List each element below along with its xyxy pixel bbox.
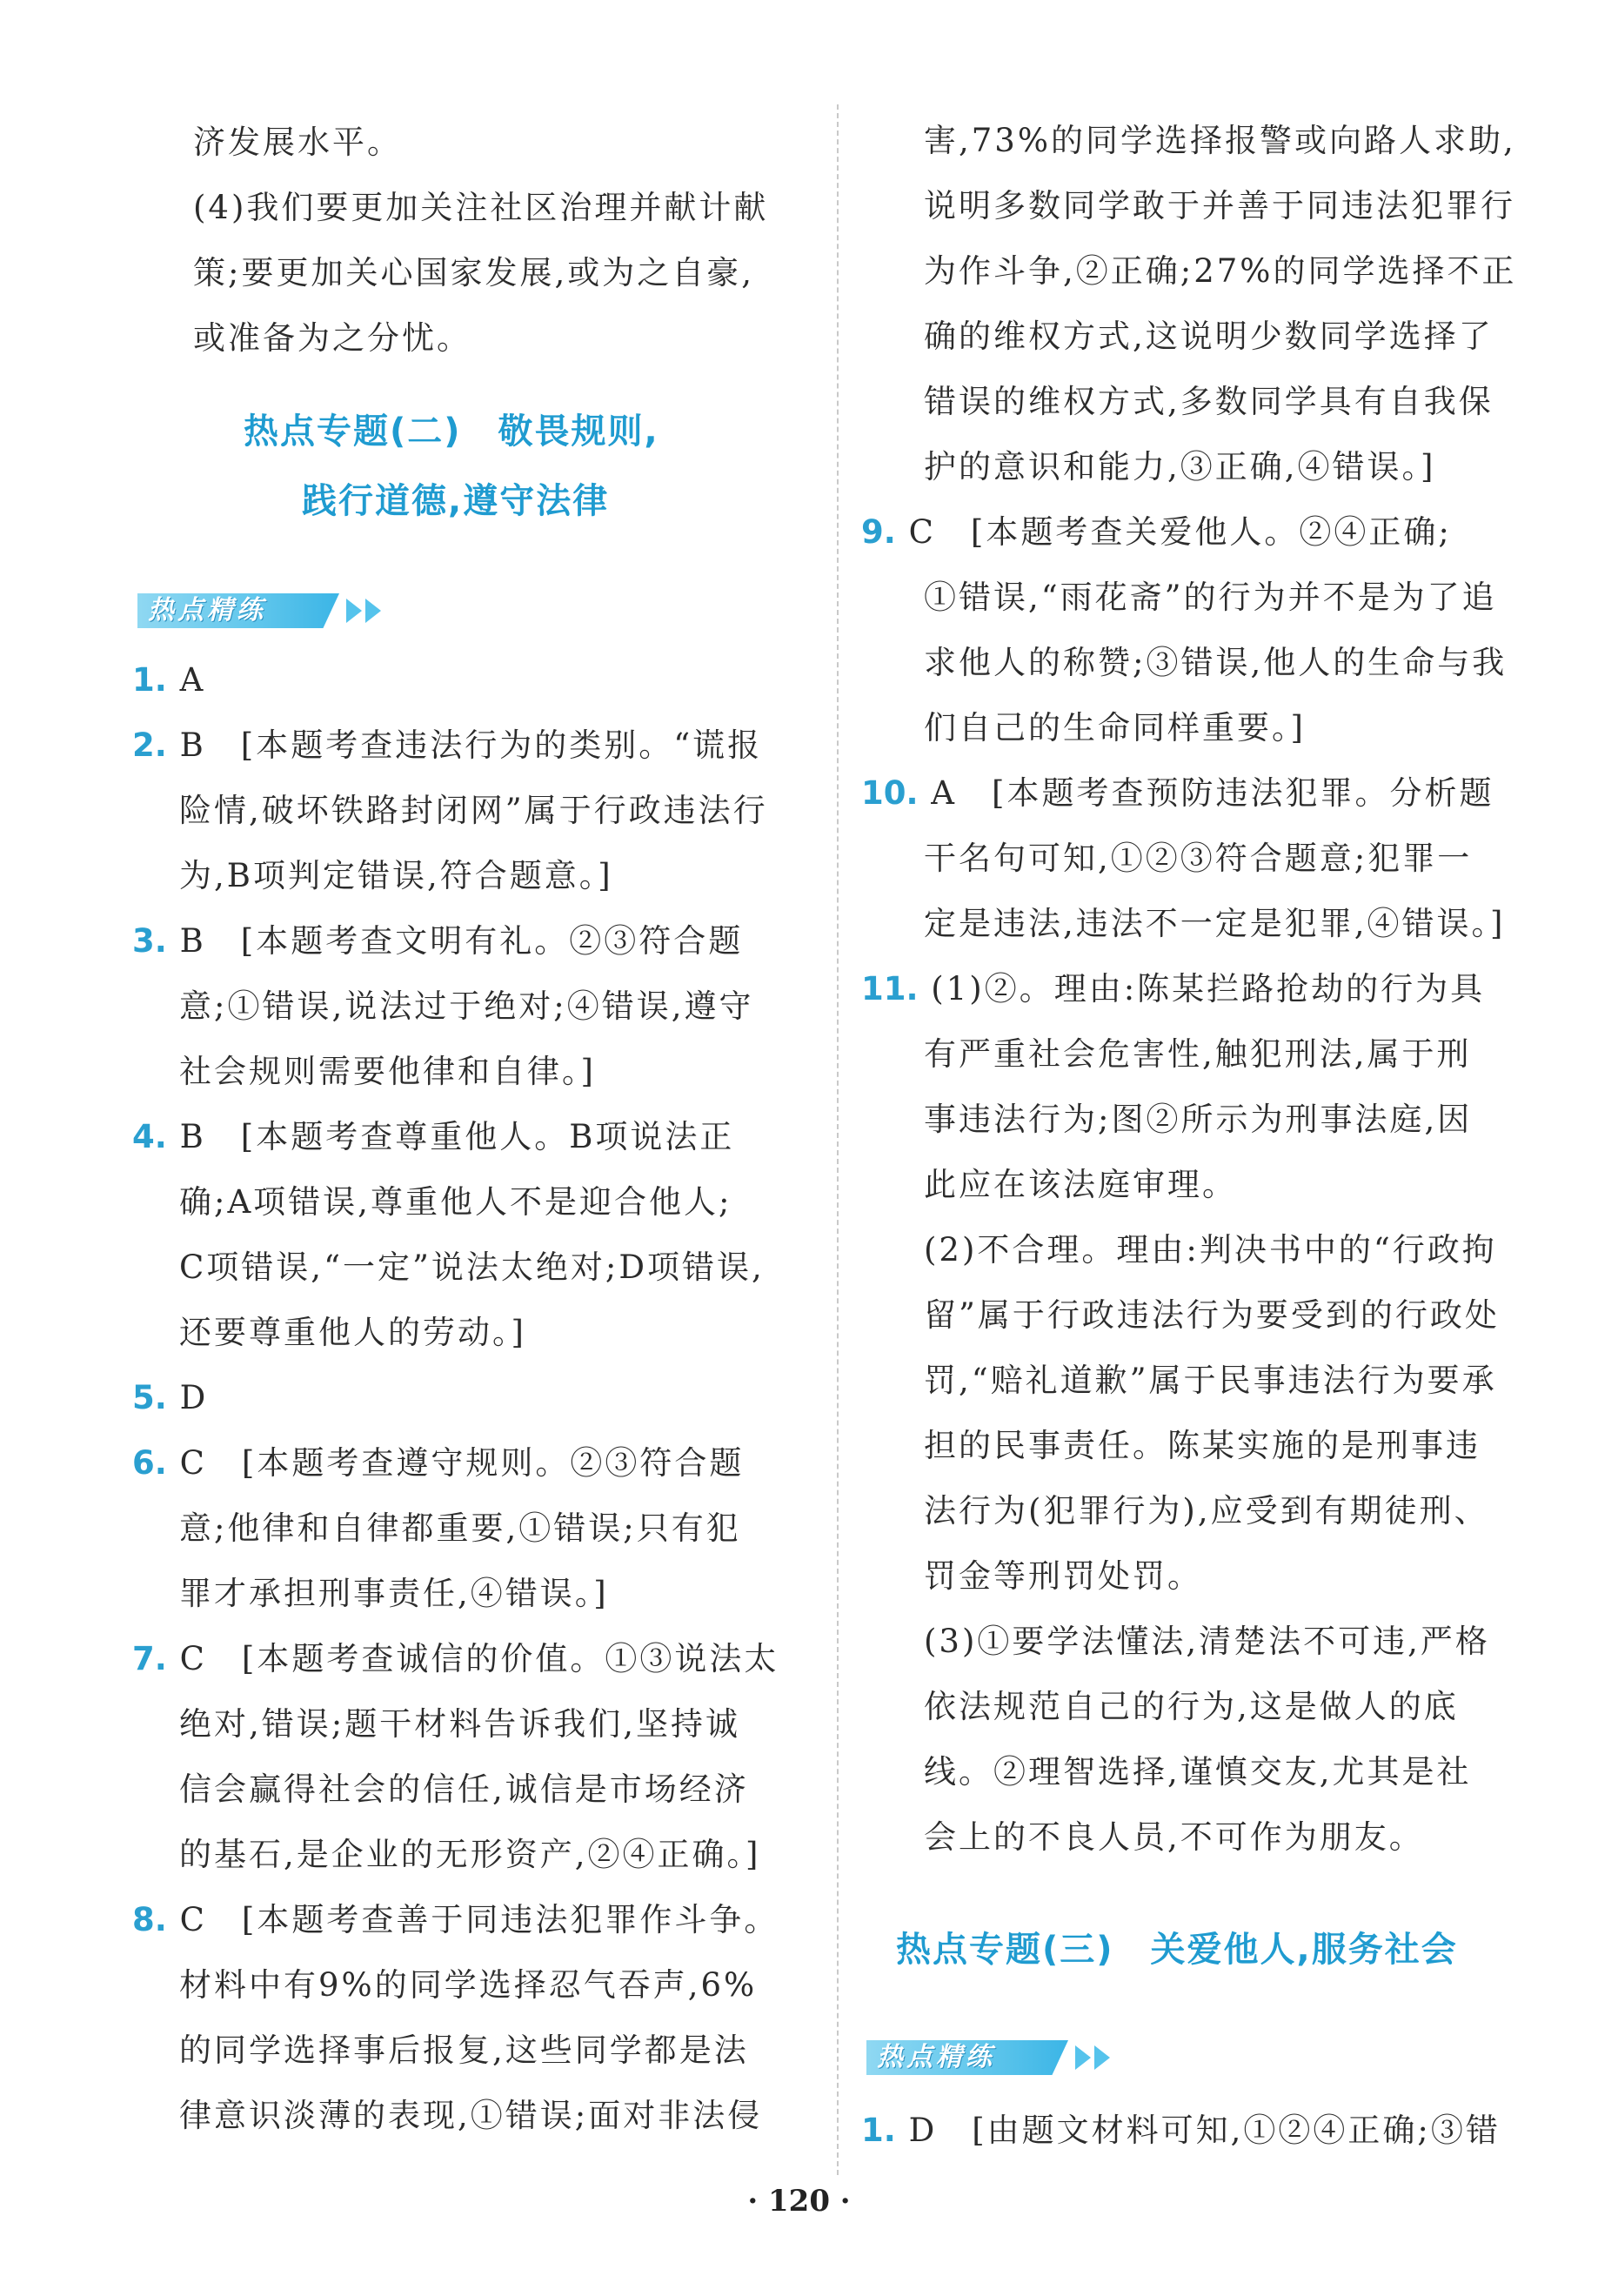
text-line: 护的意识和能力,③正确,④错误。]	[924, 448, 1436, 485]
text-line: 策;要更加关心国家发展,或为之自豪,	[193, 254, 754, 291]
text-line: 社会规则需要他律和自律。]	[179, 1053, 596, 1090]
text-line: 担的民事责任。陈某实施的是刑事违	[924, 1427, 1481, 1464]
text-line: C项错误,“一定”说法太绝对;D项错误,	[179, 1248, 765, 1286]
answer-line: 1. D [由题文材料可知,①②④正确;③错	[861, 2112, 1501, 2149]
badge-label: 热点精练	[148, 595, 266, 626]
answer-line: 5. D	[132, 1379, 209, 1416]
answer-line: 9. C [本题考查关爱他人。②④正确;	[861, 513, 1452, 551]
chevron-right-icon	[365, 599, 381, 623]
section-title-3: 热点专题(三) 关爱他人,服务社会	[896, 1930, 1458, 1970]
text-line: 绝对,错误;题干材料告诉我们,坚持诚	[179, 1705, 740, 1743]
answer-line: 2. B [本题考查违法行为的类别。“谎报	[132, 726, 763, 764]
text-line: 险情,破坏铁路封闭网”属于行政违法行	[179, 792, 768, 829]
answer-line: 1. A	[132, 661, 206, 699]
text-line: 罚,“赔礼道歉”属于民事违法行为要承	[924, 1362, 1497, 1399]
text-line: 有严重社会危害性,触犯刑法,属于刑	[924, 1035, 1472, 1073]
text-line: 济发展水平。	[193, 124, 402, 161]
text-line: 确;A项错误,尊重他人不是迎合他人;	[179, 1183, 732, 1221]
text-line: 信会赢得社会的信任,诚信是市场经济	[179, 1771, 749, 1808]
answer-line: 6. C [本题考查遵守规则。②③符合题	[132, 1444, 745, 1482]
column-divider	[837, 104, 839, 2175]
answer-line: 7. C [本题考查诚信的价值。①③说法太	[132, 1640, 779, 1677]
text-line: 的基石,是企业的无形资产,②④正确。]	[179, 1836, 761, 1873]
text-line: (4)我们要更加关注社区治理并献计献	[193, 189, 769, 226]
text-line: 干名句可知,①②③符合题意;犯罪一	[924, 840, 1473, 877]
text-line: 事违法行为;图②所示为刑事法庭,因	[924, 1101, 1473, 1138]
answer-line: 11. (1)②。理由:陈某拦路抢劫的行为具	[861, 970, 1486, 1007]
text-line: (3)①要学法懂法,清楚法不可违,严格	[924, 1623, 1490, 1660]
answer-line: 8. C [本题考查善于同违法犯罪作斗争。	[132, 1901, 779, 1938]
text-line: 为,B项判定错误,符合题意。]	[179, 857, 613, 894]
section-title-2-line2: 践行道德,遵守法律	[302, 481, 610, 521]
text-line: 律意识淡薄的表现,①错误;面对非法侵	[179, 2097, 763, 2134]
page-number: · 120 ·	[747, 2184, 851, 2219]
chevron-right-icon	[1094, 2045, 1110, 2070]
text-line: 意;①错误,说法过于绝对;④错误,遵守	[179, 987, 754, 1025]
text-line: 定是违法,违法不一定是犯罪,④错误。]	[924, 905, 1506, 942]
text-line: 为作斗争,②正确;27%的同学选择不正	[924, 252, 1517, 290]
answer-line: 3. B [本题考查文明有礼。②③符合题	[132, 922, 744, 960]
text-line: 说明多数同学敢于并善于同违法犯罪行	[924, 187, 1515, 224]
text-line: 们自己的生命同样重要。]	[924, 709, 1306, 746]
text-line: 会上的不良人员,不可作为朋友。	[924, 1818, 1424, 1856]
text-line: 留”属于行政违法行为要受到的行政处	[924, 1296, 1500, 1334]
text-line: 罪才承担刑事责任,④错误。]	[179, 1575, 609, 1612]
answer-line: 10. A [本题考查预防违法犯罪。分析题	[861, 774, 1494, 812]
section-title-2-line1: 热点专题(二) 敬畏规则,	[244, 412, 659, 452]
text-line: 错误的维权方式,多数同学具有自我保	[924, 383, 1494, 420]
chevron-right-icon	[1075, 2045, 1091, 2070]
chevron-right-icon	[346, 599, 362, 623]
text-line: 意;他律和自律都重要,①错误;只有犯	[179, 1509, 741, 1547]
answer-line: 4. B [本题考查尊重他人。B项说法正	[132, 1118, 735, 1155]
text-line: 罚金等刑罚处罚。	[924, 1557, 1202, 1595]
text-line: 确的维权方式,这说明少数同学选择了	[924, 318, 1494, 355]
practice-badge	[866, 2040, 1127, 2075]
text-line: 此应在该法庭审理。	[924, 1166, 1237, 1203]
text-line: 或准备为之分忧。	[193, 319, 471, 357]
text-line: 还要尊重他人的劳动。]	[179, 1314, 526, 1351]
text-line: 依法规范自己的行为,这是做人的底	[924, 1688, 1459, 1725]
text-line: 害,73%的同学选择报警或向路人求助,	[924, 122, 1516, 159]
text-line: (2)不合理。理由:判决书中的“行政拘	[924, 1231, 1497, 1268]
practice-badge	[137, 593, 398, 628]
text-line: ①错误,“雨花斋”的行为并不是为了追	[924, 579, 1497, 616]
text-line: 材料中有9%的同学选择忍气吞声,6%	[179, 1966, 758, 2004]
text-line: 线。②理智选择,谨慎交友,尤其是社	[924, 1753, 1472, 1791]
badge-label: 热点精练	[877, 2042, 995, 2072]
text-line: 法行为(犯罪行为),应受到有期徒刑、	[924, 1492, 1489, 1530]
text-line: 求他人的称赞;③错误,他人的生命与我	[924, 644, 1508, 681]
text-line: 的同学选择事后报复,这些同学都是法	[179, 2032, 749, 2069]
